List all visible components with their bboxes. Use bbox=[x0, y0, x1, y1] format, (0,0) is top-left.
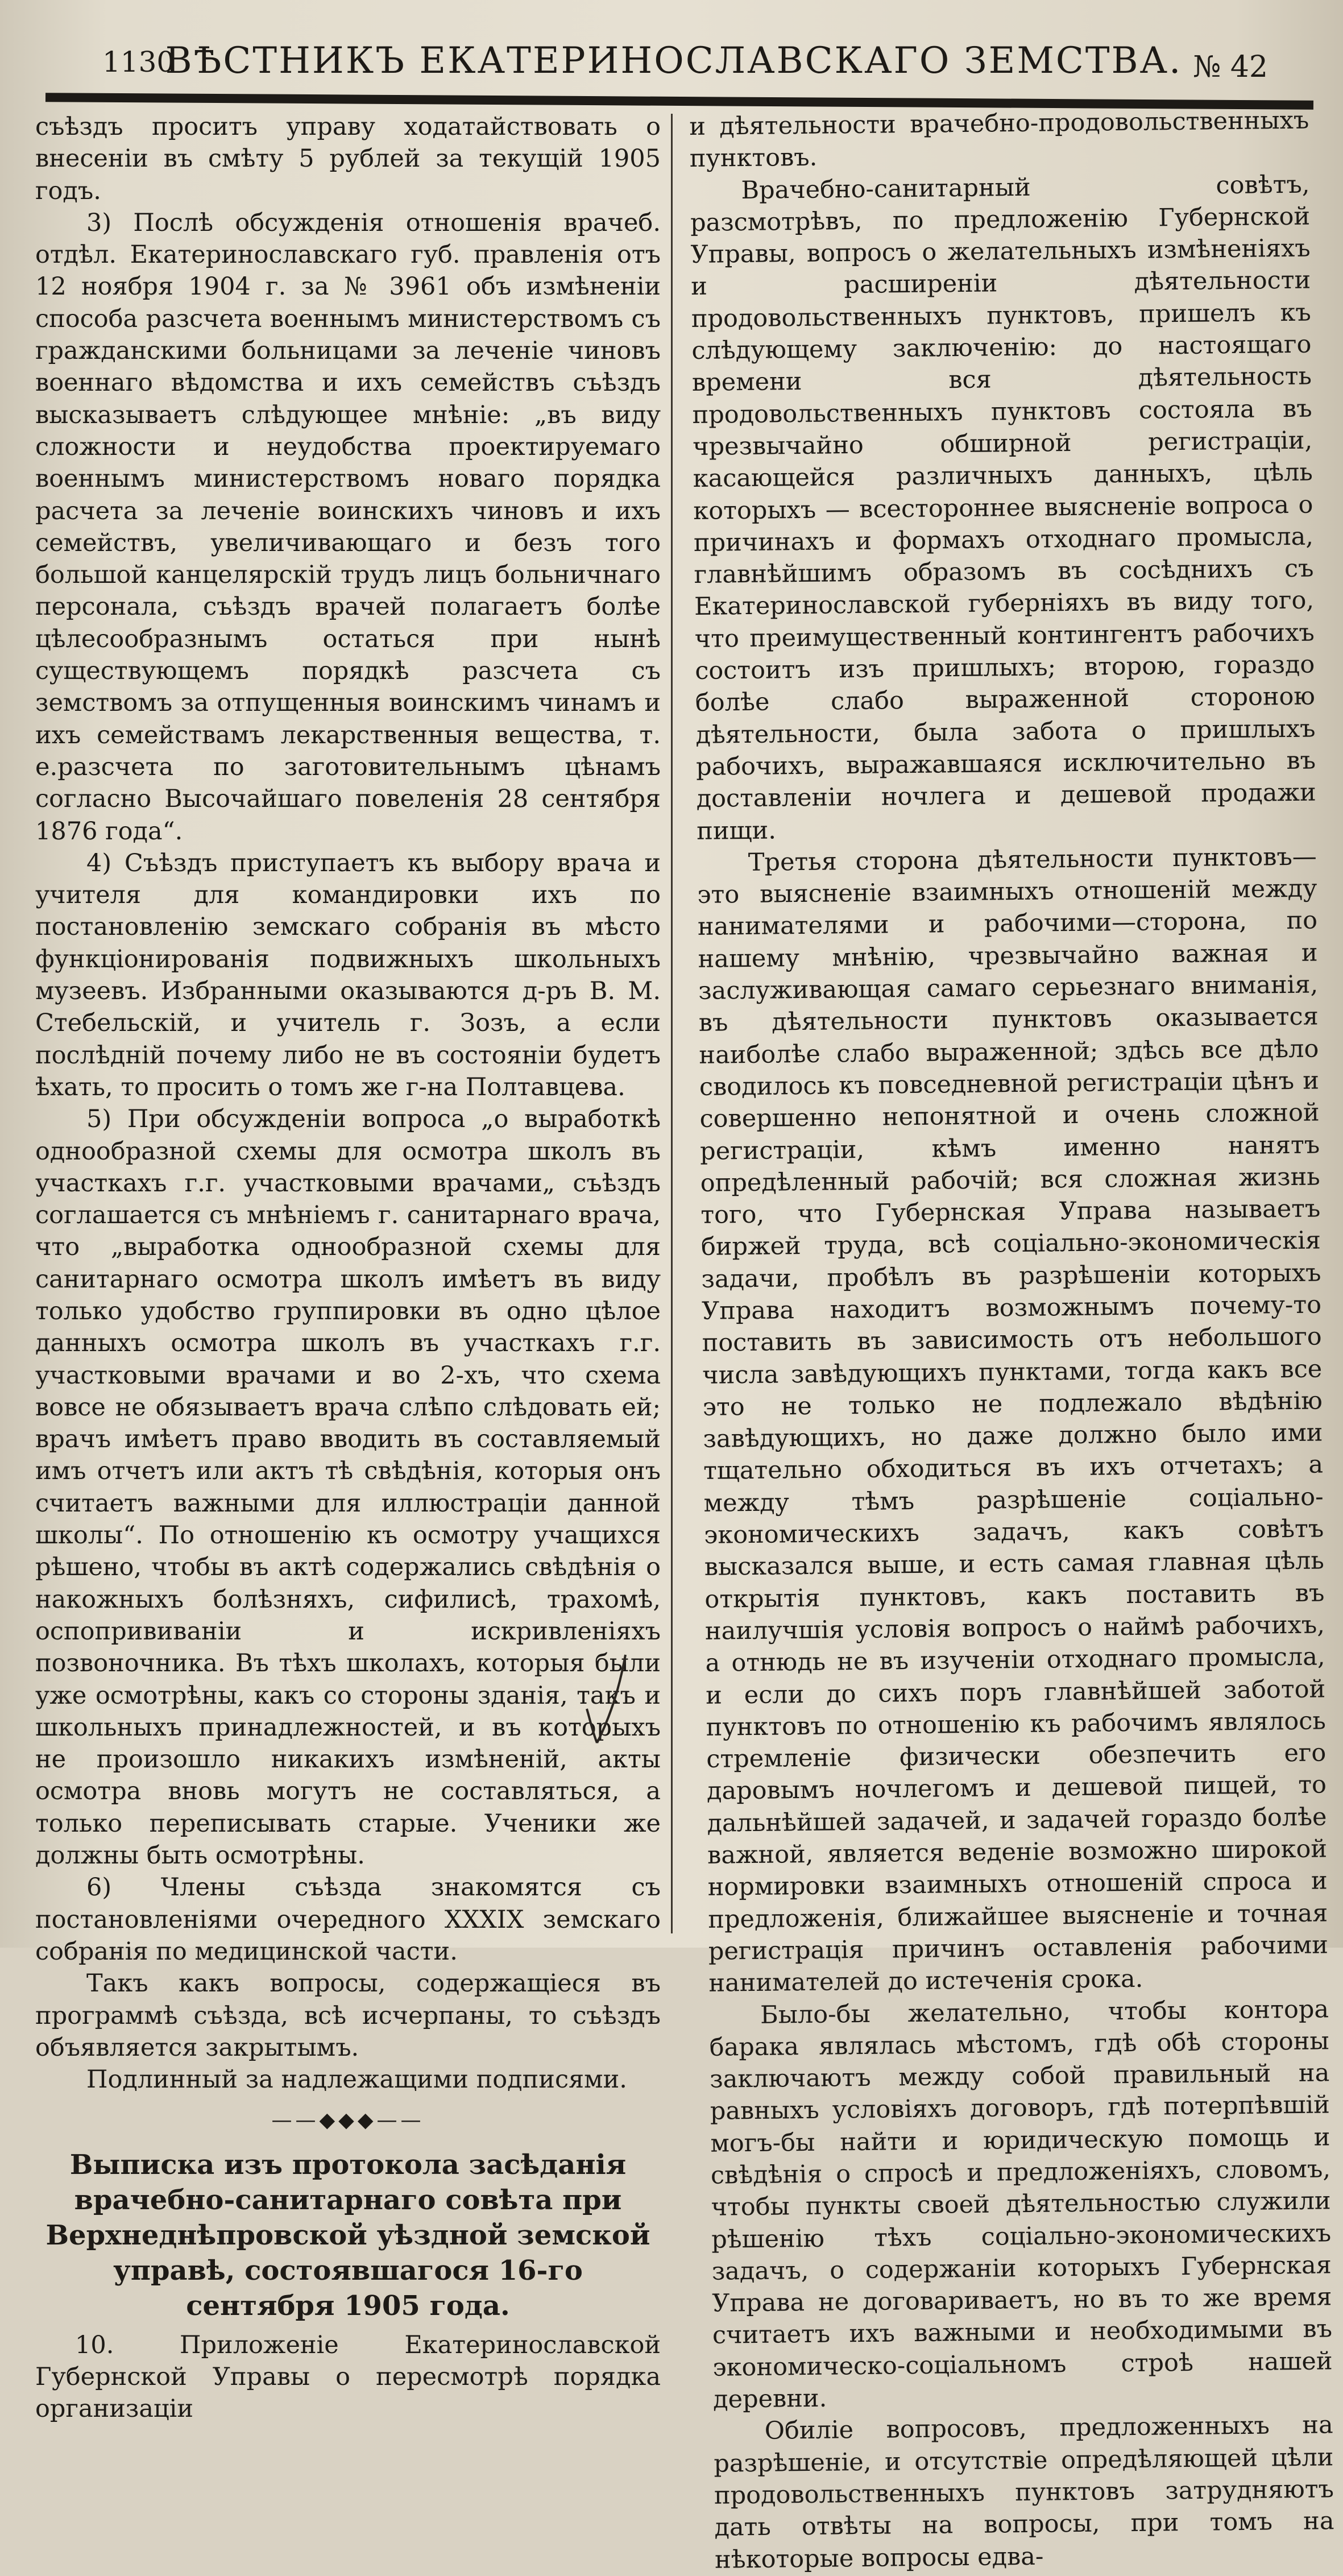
right-column bbox=[689, 105, 1334, 2576]
paragraph: 4) Съѣздъ приступаетъ къ выбору врача и учителя для командировки ихъ по постановленію земскаго собранія въ мѣсто функціонированія подвижныхъ школьныхъ музеевъ. Избранными оказываются д-ръ В. М. Стебельскій, и учитель г. Зозъ, а если послѣдній почему либо не въ состояніи будетъ ѣхать, то просить о томъ же г-на Полтавцева. bbox=[35, 848, 661, 1101]
paragraph: съѣздъ проситъ управу ходатайствовать о внесеніи въ смѣту 5 рублей за текущій 1905 годъ. bbox=[35, 113, 661, 205]
paragraph: 6) Члены съѣзда знакомятся съ постановленіями очередного XXXIX земскаго собранія по медицинской части. bbox=[35, 1873, 661, 1966]
paragraph: Обиліе вопросовъ, предложенныхъ на разрѣшеніе, и отсутствіе опредѣляющей цѣли продовольственныхъ пунктовъ затрудняютъ дать отвѣты на вопросы, при томъ на нѣкоторые вопросы едва- bbox=[714, 2411, 1334, 2574]
signature-note: Подлинный за надлежащими подписями. bbox=[86, 2065, 627, 2094]
paragraph: 5) При обсужденіи вопроса „о выработкѣ однообразной схемы для осмотра школъ въ участкахъ г.г. участковыми врачами„ съѣздъ соглашается съ мнѣніемъ г. санитарнаго врача, что „выработка однообразной схемы для санитарнаго осмотра школъ имѣетъ въ виду только удобство группировки въ одно цѣлое данныхъ осмотра школъ въ участкахъ г.г. участковыми врачами и во 2-хъ, что схема вовсе не обязываетъ врача слѣпо слѣдовать ей; врачъ имѣетъ право вводить въ составляемый имъ отчетъ или актъ тѣ свѣдѣнія, которыя онъ считаетъ важными для иллюстраціи данной школы“. По отношенію къ осмотру учащихся рѣшено, чтобы въ актѣ содержались свѣдѣнія о накожныхъ болѣзняхъ, сифилисѣ, трахомѣ, оспопрививаніи и искривленіяхъ позвоночника. Въ тѣхъ школахъ, которыя были уже осмотрѣны, какъ со стороны зданія, такъ и школьныхъ принадлежностей, и въ которыхъ не произошло никакихъ измѣненій, акты осмотра вновь могутъ не составляться, а только переписывать старые. Ученики же должны быть осмотрѣны. bbox=[35, 1105, 661, 1870]
paragraph: Врачебно-санитарный совѣтъ, разсмотрѣвъ, по предложенію Губернской Управы, вопросъ о желательныхъ измѣненіяхъ и расширеніи дѣятельности продовольственныхъ пунктовъ, пришелъ къ слѣдующему заключенію: до настоящаго времени вся дѣятельность продовольственныхъ пунктовъ состояла въ чрезвычайно обширной регистраціи, касающейся различныхъ данныхъ, цѣль которыхъ — всестороннее выясненіе вопроса о причинахъ и формахъ отходнаго промысла, главнѣйшимъ образомъ въ сосѣднихъ съ Екатеринославской губерніяхъ въ виду того, что преимущественный контингентъ рабочихъ состоитъ изъ пришлыхъ; второю, гораздо болѣе слабо выраженной стороною дѣятельности, была забота о пришлыхъ рабочихъ, выражавшаяся исключительно въ доставленіи ночлега и дешевой продажи пищи. bbox=[690, 170, 1316, 846]
page-number: 1130 bbox=[102, 45, 175, 78]
paragraph: 10. Приложеніе Екатеринославской Губернской Управы о пересмотрѣ порядка организаціи bbox=[35, 2330, 661, 2424]
paragraph: и дѣятельности врачебно-продовольственныхъ пунктовъ. bbox=[689, 106, 1309, 173]
page-header bbox=[40, 23, 1308, 85]
left-column bbox=[35, 111, 661, 2425]
paragraph: 3) Послѣ обсужденія отношенія врачеб. отдѣл. Екатеринославскаго губ. правленія отъ 12 ноября 1904 г. за № 3961 объ измѣненіи способа разсчета военнымъ министерствомъ съ гражданскими больницами за леченіе чиновъ военнаго вѣдомства и ихъ семействъ съѣздъ высказываетъ слѣдующее мнѣніе: „въ виду сложности и неудобства проектируемаго военнымъ министерствомъ новаго порядка расчета за леченіе воинскихъ чиновъ и ихъ семействъ, увеличивающаго и безъ того большой канцелярскій трудъ лицъ больничнаго персонала, съѣздъ врачей полагаетъ болѣе цѣлесообразнымъ остаться при нынѣ существующемъ порядкѣ разсчета съ земствомъ за отпущенныя воинскимъ чинамъ и ихъ семействамъ лекарственныя вещества, т. е.разсчета по заготовительнымъ цѣнамъ согласно Высочайшаго повеленія 28 сентября 1876 года“. bbox=[35, 208, 661, 846]
paragraph: Было-бы желательно, чтобы контора барака являлась мѣстомъ, гдѣ обѣ стороны заключаютъ между собой правильный на равныхъ условіяхъ договоръ, гдѣ потерпѣвшій могъ-бы найти и юридическую помощь и свѣдѣнія о спросѣ и предложеніяхъ, словомъ, чтобы пункты своей дѣятельностью служили рѣшенію тѣхъ соціально-экономическихъ задачъ, о содержаніи которыхъ Губернская Управа не договариваетъ, но въ то же время считаетъ ихъ важными и необходимыми въ экономическо-соціальномъ строѣ нашей деревни. bbox=[709, 1994, 1333, 2414]
issue-number: № 42 bbox=[1193, 50, 1268, 84]
journal-title: ВѢСТНИКЪ ЕКАТЕРИНОСЛАВСКАГО ЗЕМСТВА. bbox=[165, 40, 1183, 82]
paragraph: Такъ какъ вопросы, содержащіеся въ программѣ съѣзда, всѣ исчерпаны, то съѣздъ объявляется закрытымъ. bbox=[35, 1969, 661, 2062]
paragraph: Третья сторона дѣятельности пунктовъ—это выясненіе взаимныхъ отношеній между нанимателями и рабочими—сторона, по нашему мнѣнію, чрезвычайно важная и заслуживающая самаго серьезнаго вниманія, въ дѣятельности пунктовъ оказывается наиболѣе слабо выраженной; здѣсь все дѣло сводилось къ повседневной регистраціи цѣнъ и совершенно непонятной и очень сложной регистраціи, кѣмъ именно нанятъ опредѣленный рабочій; вся сложная жизнь того, что Губернская Управа называетъ биржей труда, всѣ соціально-экономическія задачи, пробѣлъ въ разрѣшеніи которыхъ Управа находитъ возможнымъ почему-то поставить въ зависимость отъ небольшого числа завѣдующихъ пунктами, тогда какъ все это не только не подлежало вѣдѣнію завѣдующихъ, но даже должно было ими тщательно обходиться въ ихъ отчетахъ; а между тѣмъ разрѣшеніе соціально-экономическихъ задачъ, какъ совѣтъ высказался выше, и есть самая главная цѣль открытія пунктовъ, какъ поставить въ наилучшія условія вопросъ о наймѣ рабочихъ, а отнюдь не въ изученіи отходнаго промысла, и если до сихъ поръ главнѣйшей заботой пунктовъ по отношенію къ рабочимъ являлось стремленіе физически обезпечить его даровымъ ночлегомъ и дешевой пищей, то дальнѣйшей задачей, и задачей гораздо болѣе важной, является веденіе возможно широкой нормировки взаимныхъ отношеній спроса и предложенія, ближайшее выясненіе и точная регистрація причинъ оставленія рабочими нанимателей до истеченія срока. bbox=[697, 842, 1329, 1998]
column-divider bbox=[671, 114, 673, 1933]
handwritten-check-mark bbox=[586, 1652, 637, 1749]
ornament-divider: ——◆◆◆—— bbox=[271, 2109, 425, 2132]
section-heading: Выписка изъ протокола засѣданія врачебно-санитарнаго совѣта при Верхнеднѣпровской уѣздной земской управѣ, состоявшагося 16-го сентября 1905 года. bbox=[45, 2148, 650, 2322]
